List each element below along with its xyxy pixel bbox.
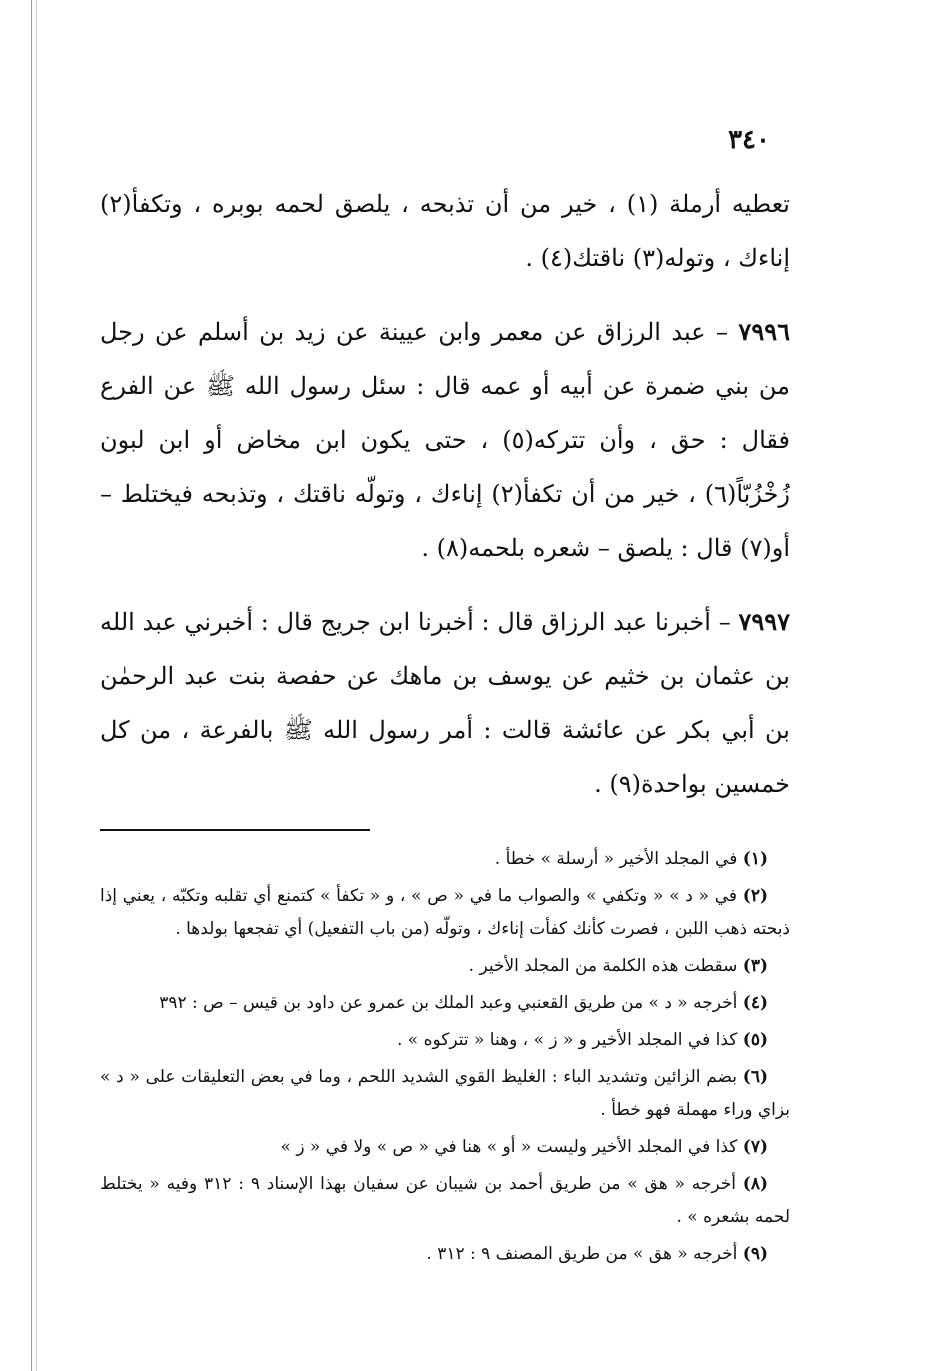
paragraph-text: – أخبرنا عبد الرزاق قال : أخبرنا ابن جريج قال : أخبرني عبد الله بن عثمان بن خثيم عن يوسف بن ماهك عن حفصة بنت عبد الرحمٰن بن أبي بكر عن عائشة قالت : أمر رسول الله ﷺ بالفرعة ، من كل خمسين بواحدة(٩) . (100, 608, 790, 798)
footnote-number: (٣) (742, 956, 768, 976)
footnote-text: أخرجه « د » من طريق القعنبي وعبد الملك بن عمرو عن داود بن قيس – ص : ٣٩٢ (159, 993, 738, 1013)
footnote-number: (٧) (742, 1137, 768, 1157)
main-text (100, 177, 790, 811)
footnote-number: (٩) (742, 1244, 768, 1264)
paragraph-text: تعطيه أرملة (١) ، خير من أن تذبحه ، يلصق لحمه بوبره ، وتكفأ(٢) إناءك ، وتوله(٣) ناقتك(٤) . (100, 190, 790, 272)
footnote-text: أخرجه « هق » من طريق أحمد بن شيبان عن سفيان بهذا الإسناد ٩ : ٣١٢ وفيه « يختلط لحمه بشعره » . (100, 1174, 790, 1227)
scan-edge-line (31, 0, 32, 1371)
footnote (100, 1131, 790, 1164)
footnote (100, 1024, 790, 1057)
footnote-text: أخرجه « هق » من طريق المصنف ٩ : ٣١٢ . (426, 1244, 738, 1264)
footnote (100, 1061, 790, 1127)
footnote (100, 1168, 790, 1234)
footnote-number: (١) (742, 849, 768, 869)
footnote-text: في « د » « وتكفي » والصواب ما في « ص » ، و « تكفأ » كتمنع أي تقلبه وتكبّه ، يعني إذا ذبحته ذهب اللبن ، فصرت كأنك كفأت إناءك ، وتولّه (من باب التفعيل) أي تفجعها بولدها . (100, 886, 790, 939)
footnote-number: (٦) (742, 1067, 768, 1087)
footnote (100, 880, 790, 946)
scan-edge-line-2 (36, 0, 37, 1371)
footnote-number: (٨) (742, 1174, 769, 1194)
page-number: ٣٤٠ (728, 125, 770, 155)
footnote-text: سقطت هذه الكلمة من المجلد الأخير . (468, 956, 738, 976)
footnote-number: (٤) (742, 993, 768, 1013)
footnote (100, 1238, 790, 1271)
footnote (100, 987, 790, 1020)
footnote-text: بضم الزائين وتشديد الباء : الغليظ القوي الشديد اللحم ، وما في بعض التعليقات على « د » بزاي وراء مهملة فهو خطأ . (100, 1067, 790, 1120)
footnote-number: (٢) (742, 886, 768, 906)
footnote (100, 843, 790, 876)
footnotes (100, 843, 790, 1271)
paragraph (100, 595, 790, 811)
footnote-number: (٥) (742, 1030, 768, 1050)
footnote-text: كذا في المجلد الأخير وليست « أو » هنا في « ص » ولا في « ز » (280, 1137, 738, 1157)
footnote-text: كذا في المجلد الأخير و « ز » ، وهنا « تتركوه » . (396, 1030, 738, 1050)
hadith-number: ٧٩٩٧ (738, 607, 790, 636)
paragraph (100, 305, 790, 575)
footnote-text: في المجلد الأخير « أرسلة » خطأ . (494, 849, 738, 869)
paragraph-text: – عبد الرزاق عن معمر وابن عيينة عن زيد بن أسلم عن رجل من بني ضمرة عن أبيه أو عمه قال : سئل رسول الله ﷺ عن الفرع فقال : حق ، وأن تتركه(٥) ، حتى يكون ابن مخاض أو ابن لبون زُخْزُبّاً(٦) ، خير من أن تكفأ(٢) إناءك ، وتولّه ناقتك ، وتذبحه فيختلط – أو(٧) قال : يلصق – شعره بلحمه(٨) . (100, 318, 790, 562)
footnote (100, 950, 790, 983)
hadith-number: ٧٩٩٦ (738, 317, 790, 346)
book-page (100, 125, 790, 1275)
paragraph (100, 177, 790, 285)
footnote-separator (100, 829, 370, 831)
